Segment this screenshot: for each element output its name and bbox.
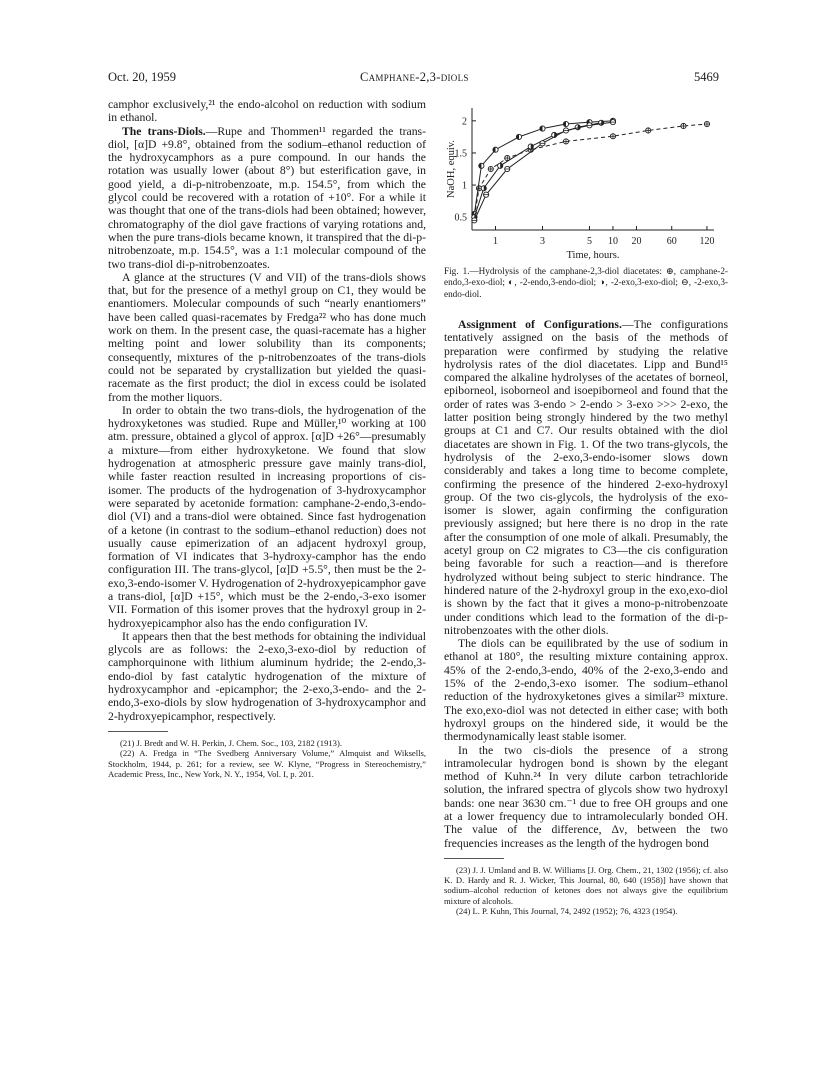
paragraph-equilibration: The diols can be equilibrated by the use of sodium in ethanol at 180°, the resulting mixture containing approx. 45% of the 2-endo,3-endo, 40% of the 2-exo,3-endo and 15% of the 2-endo,3-exo isomer. The sodium–ethanol reduction of the hydroxyketones gives a similar²³ mixture. The exo,exo-diol was not detected in either case; with both hydroxyl groups on the hindered side, it would be the thermodynamically least stable isomer. bbox=[444, 637, 728, 744]
hydrolysis-chart bbox=[444, 102, 734, 267]
x-tick-label: 20 bbox=[631, 236, 642, 247]
x-tick-label: 3 bbox=[539, 236, 545, 247]
x-tick-label: 1 bbox=[492, 236, 498, 247]
x-tick-label: 10 bbox=[607, 236, 618, 247]
paragraph-trans-diols bbox=[108, 125, 426, 271]
y-tick-label: 1 bbox=[462, 180, 467, 192]
x-tick-label: 5 bbox=[586, 236, 592, 247]
header-date: Oct. 20, 1959 bbox=[108, 70, 177, 84]
footnote-rule-right bbox=[444, 858, 504, 859]
page-number: 5469 bbox=[694, 70, 719, 84]
footnote-24: (24) L. P. Kuhn, This Journal, 74, 2492 (1952); 76, 4323 (1954). bbox=[456, 906, 678, 917]
right-column bbox=[444, 318, 728, 916]
y-tick-label: 2 bbox=[462, 116, 467, 128]
figure-caption: Fig. 1.—Hydrolysis of the camphane-2,3-diol diacetates: ⊕, camphane-2-endo,3-exo-diol; ◐, -2-endo,3-endo-diol; ◑, -2-exo,3-exo-diol; ⊖, -2-exo,3-endo-diol. bbox=[444, 266, 728, 299]
left-column bbox=[108, 98, 426, 779]
x-tick-label: 120 bbox=[699, 236, 715, 247]
footnote-21: (21) J. Bredt and W. H. Perkin, J. Chem. Soc., 103, 2182 (1913). bbox=[120, 737, 342, 748]
header-title: Camphane-2,3-diols bbox=[360, 70, 469, 84]
paragraph-continued: camphor exclusively,²¹ the endo-alcohol on reduction with sodium in ethanol. bbox=[108, 98, 426, 125]
footnotes-left bbox=[108, 738, 426, 779]
y-tick-label: 0.5 bbox=[454, 212, 467, 224]
paragraph-methods: It appears then that the best methods for obtaining the individual glycols are as follows: the 2-exo,3-exo-diol by reduction of camphorquinone with lithium aluminum hydride; the 2-endo,3-endo-diol by fast catalytic hydrogenation of the mixture of hydroxycamphor and -epicamphor; the 2-exo,3-endo- and the 2-endo,3-exo-diols by slow hydrogenation of 3-hydroxycamphor and 2-hydroxyepicamphor, respectively. bbox=[108, 629, 426, 723]
paragraph-quasi-racemate: A glance at the structures (V and VII) of the trans-diols shows that, but for the presence of a methyl group on C1, they would be enantiomers. Molecular compounds of such “nearly enantiomers” have been called quasi-racemates by Fredga²² who has done much work on them. In the present case, the quasi-racemate has a higher melting point and lower solubility than its components; consequently, mixtures of the p-nitrobenzoates of the trans-diols could not be separated by crystallization but yielded the quasi-racemate as the first product; the diol in excess could be isolated from the mother liquors. bbox=[108, 270, 426, 404]
y-axis-label: NaOH, equiv. bbox=[446, 140, 457, 198]
series-line-4 bbox=[474, 122, 613, 220]
paragraph-text: —Rupe and Thommen¹¹ regarded the trans-diol, [α]D +9.8°, obtained from the sodium–ethanol reduction of the hydroxycamphors as a pure compound. In our hands the rotation was usually lower (about 8°) but esterification gave, in good yield, a di-p-nitrobenzoate, m.p. 154.5°, from which the glycol could be recovered with a rotation of +10°. For a while it was thought that one of the trans-diols had been obtained; however, chromatography of the diol gave fractions of varying rotations and, when the pure trans-diols became known, it transpired that the di-p-nitrobenzoate, m.p. 154.5°, was a 1:1 molecular compound of the two trans-diol di-p-nitrobenzoates. bbox=[108, 124, 426, 271]
section-heading-trans-diols: The trans-Diols. bbox=[122, 124, 206, 138]
x-axis-label: Time, hours. bbox=[566, 250, 620, 261]
x-tick-label: 60 bbox=[666, 236, 677, 247]
section-heading-assignment: Assignment of Configurations. bbox=[458, 318, 622, 331]
paragraph-hydrogenation: In order to obtain the two trans-diols, the hydrogenation of the hydroxyketones was studied. Rupe and Müller,¹⁰ working at 100 atm. pressure, obtained a glycol of approx. [α]D +26°—presumably a mixture—from either hydroxyketone. We found that slow hydrogenation at atmospheric pressure gave mainly trans-diol, while faster reaction resulted in increasing proportions of cis-isomer. The products of the hydrogenation of 3-hydroxycamphor were separated by acetonide formation: camphane-2-endo,3-endo-diol (VI) and a trans-diol were obtained. Since fast hydrogenation of a ketone (in contrast to the sodium–ethanol reduction) does not usually cause epimerization of an adjacent hydroxyl group, formation of VI indicates that 3-hydroxy-camphor has the endo configuration III. The trans-glycol, [α]D +5.5°, then must be the 2-exo,3-endo-isomer V. Hydrogenation of 2-hydroxyepicamphor gave a trans-diol, [α]D +15°, which must be the 2-endo,-3-exo isomer VII. Formation of this isomer proves that the hydroxyl group in 2-hydroxyepicamphor also has the endo configuration IV. bbox=[108, 403, 426, 630]
paragraph-assignment bbox=[444, 318, 728, 637]
y-tick-label: 1.5 bbox=[454, 148, 467, 160]
footnotes-right bbox=[444, 865, 728, 916]
paragraph-hydrogen-bond: In the two cis-diols the presence of a strong intramolecular hydrogen bond is shown by the elegant method of Kuhn.²⁴ In very dilute carbon tetrachloride solution, the infrared spectra of glycols show two hydroxyl bands: one near 3630 cm.⁻¹ due to free OH groups and one at a lower frequency due to intramolecularly bonded OH. The value of the difference, Δν, between the two frequencies increases as the length of the hydrogen bond bbox=[444, 743, 728, 850]
paragraph-text: —The configurations tentatively assigned on the basis of the methods of preparation were confirmed by studying the relative hydrolysis rates of the diol diacetates. Lipp and Bund¹⁵ compared the alkaline hydrolyses of the acetates of borneol, epiborneol, isoborneol and isoepiborneol and found that the order of rates was 3-endo > 2-endo > 3-exo >>> 2-exo, the latter position being strongly hindered by the two methyl groups at C1 and C7. Our results obtained with the diol diacetates are shown in Fig. 1. Of the two trans-glycols, the hydrolysis of the 2-exo,3-endo-isomer slows down considerably and takes a long time to become complete, confirming the presence of the hindered 2-exo-hydroxyl group. Of the two cis-glycols, the hydrolysis of the exo-isomer is slower, again confirming the configuration previously assigned; but here there is no drop in the rate after the consumption of one mole of alkali. Presumably, the acetyl group on C2 migrates to C3—the cis configuration being favorable for such a reaction—and is therefore hydrolyzed without being subject to steric hindrance. The hindered nature of the 2-hydroxyl group in the exo,exo-diol is shown by the fact that it gives a mono-p-nitrobenzoate under conditions which lead to the formation of the di-p-nitrobenzoates with the other diols. bbox=[444, 318, 728, 637]
footnote-22: (22) A. Fredga in “The Svedberg Anniversary Volume,” Almquist and Wiksells, Stockholm, 1944, p. 261; for a review, see W. Klyne, “Progress in Stereochemistry,” Academic Press, Inc., New York, N. Y., 1954, Vol. I, p. 201. bbox=[108, 748, 426, 779]
footnote-23: (23) J. J. Umland and B. W. Williams [J. Org. Chem., 21, 1302 (1956); cf. also K. D. Hardy and R. J. Wicker, This Journal, 80, 640 (1958)] have shown that sodium–alcohol reduction of ketones does not always give the equilibrium mixture of alcohols. bbox=[444, 864, 728, 906]
footnote-rule bbox=[108, 731, 168, 732]
series-line-2 bbox=[474, 121, 613, 214]
